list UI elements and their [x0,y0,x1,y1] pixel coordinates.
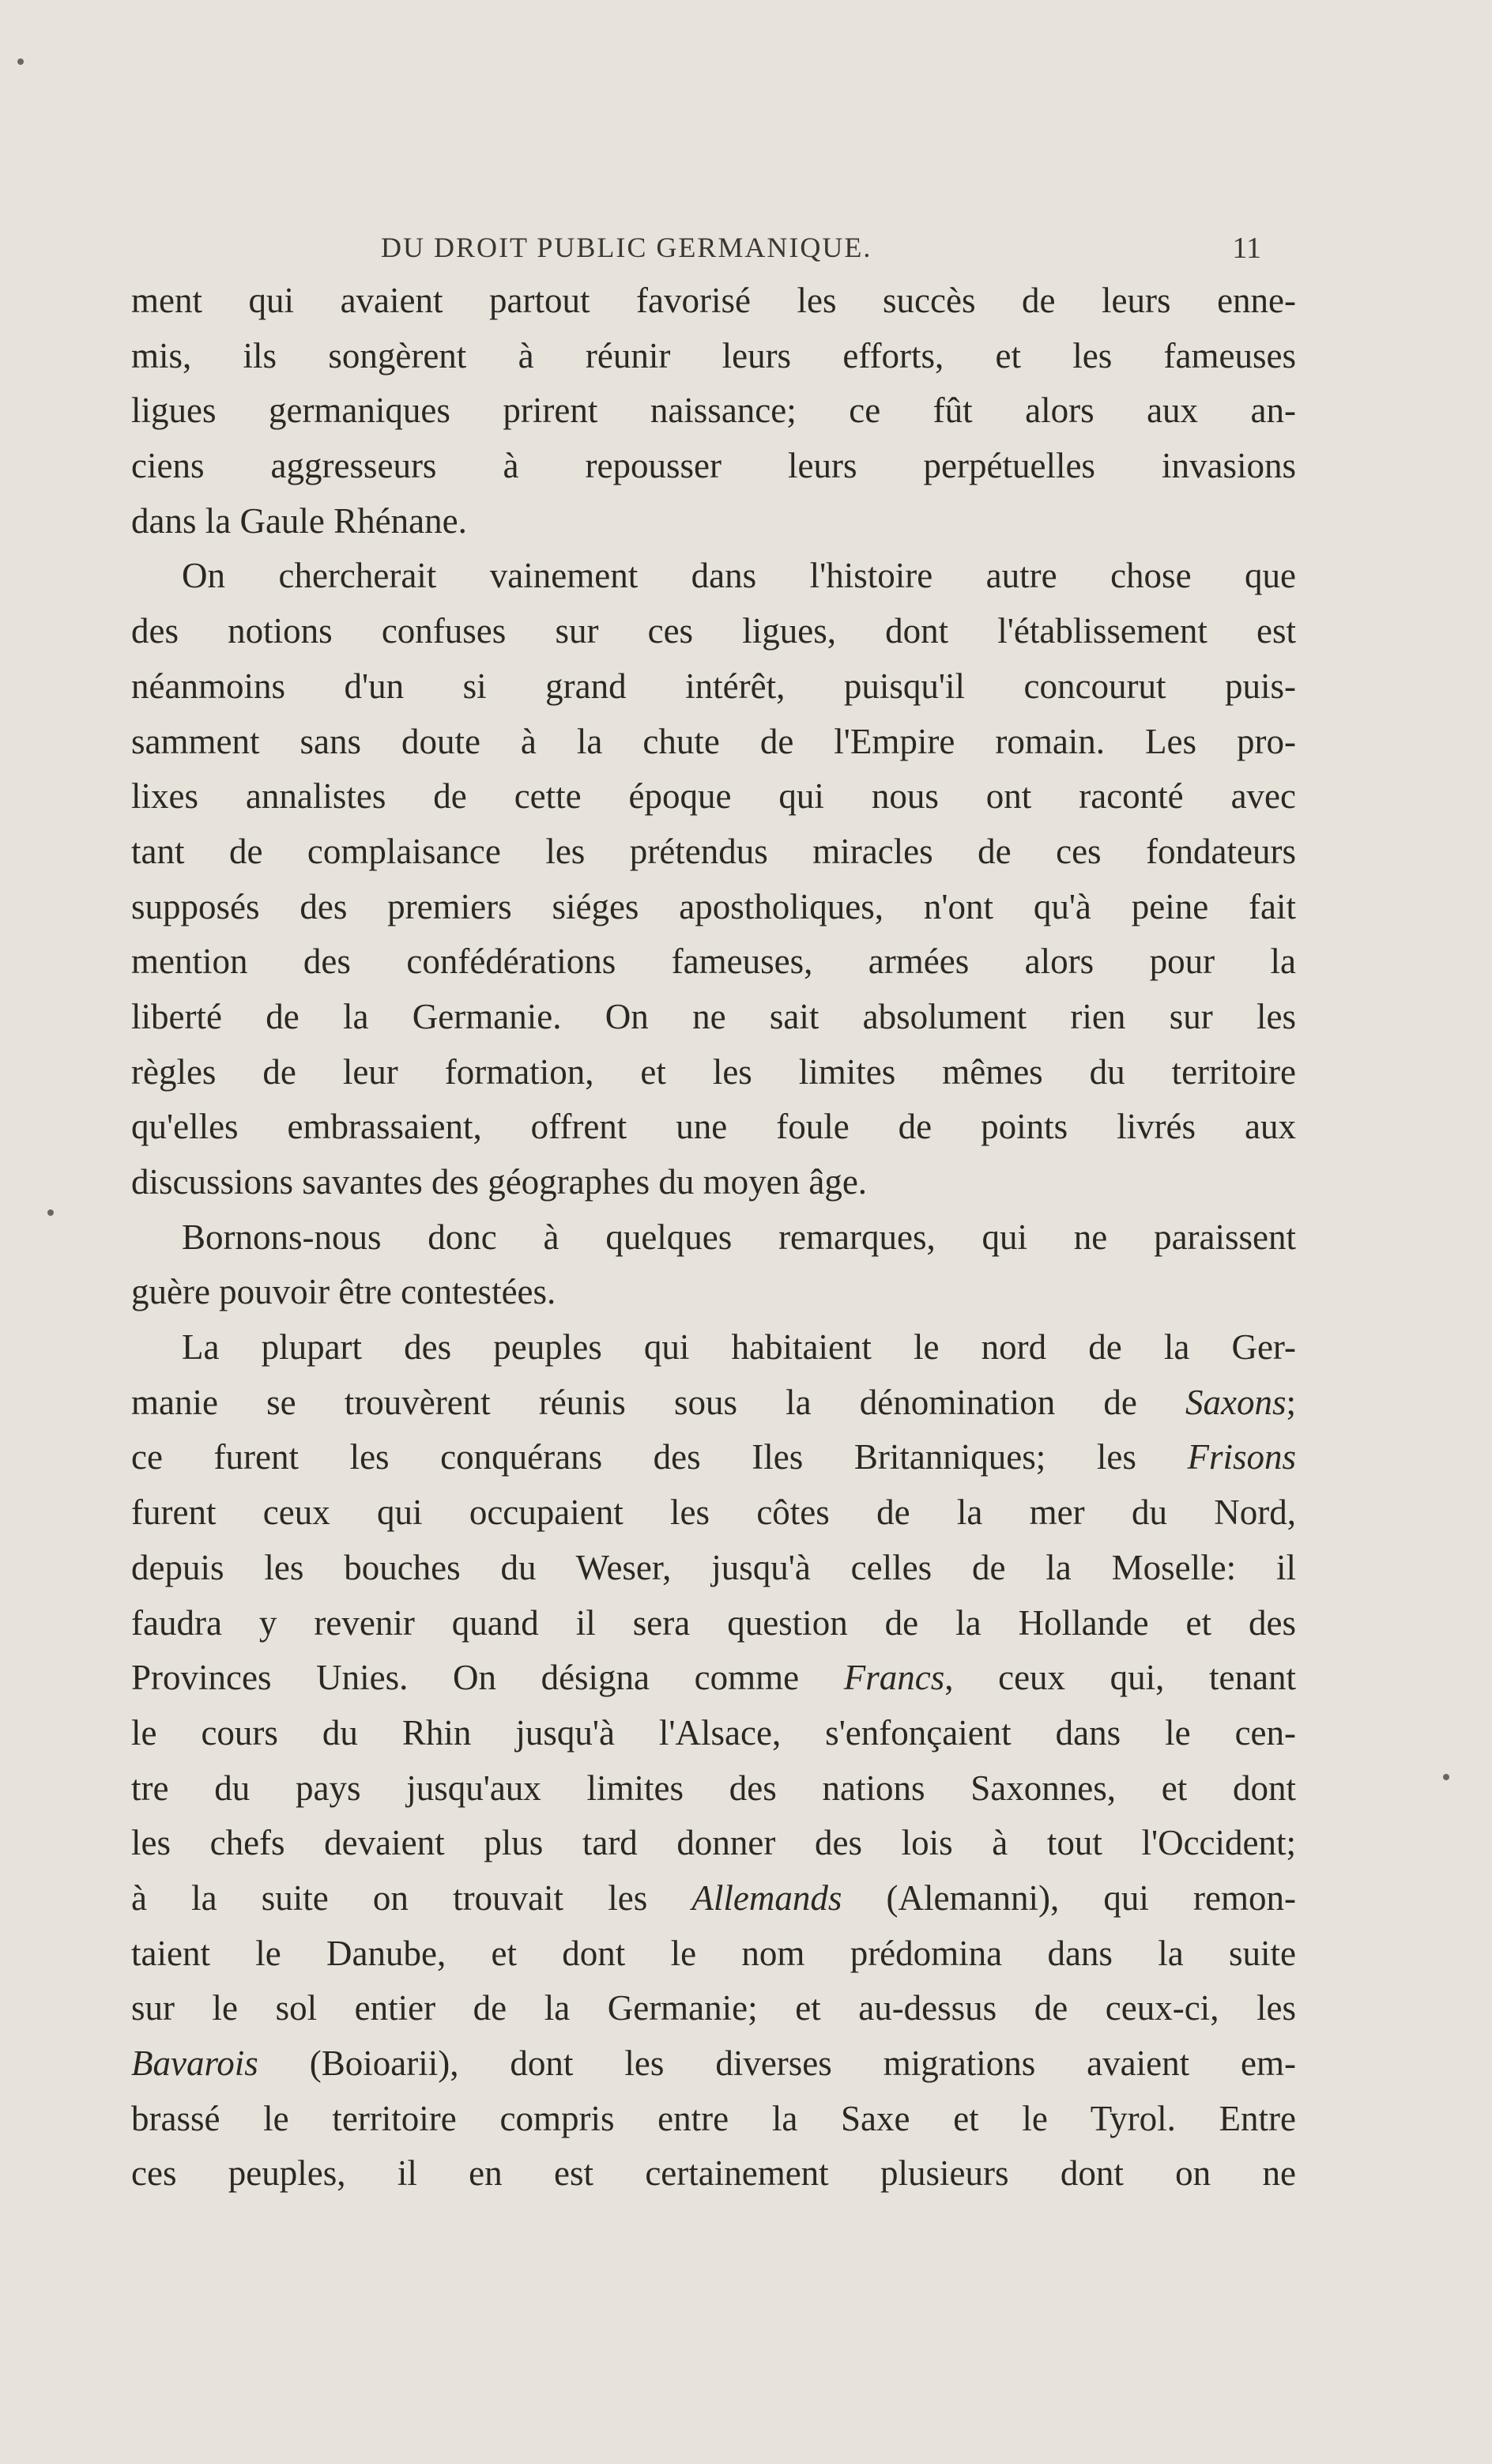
body-text [131,274,1296,2202]
text-line: tre du pays jusqu'aux limites des nations Saxonnes, et dont [131,1768,1296,1808]
text-line: néanmoins d'un si grand intérêt, puisqu'il concourut puis- [131,666,1296,706]
text-line: Provinces Unies. On désigna comme Francs, ceux qui, tenant [131,1658,1296,1698]
text-line: On chercherait vainement dans l'histoire autre chose que [182,556,1296,596]
text-line: discussions savantes des géographes du moyen âge. [131,1162,868,1202]
paper-speck [17,58,24,65]
text-line: tant de complaisance les prétendus miracles de ces fondateurs [131,831,1296,871]
text-line: le cours du Rhin jusqu'à l'Alsace, s'enfonçaient dans le cen- [131,1712,1296,1753]
text-line: samment sans doute à la chute de l'Empire romain. Les pro- [131,721,1296,761]
text-line: mention des confédérations fameuses, armées alors pour la [131,941,1296,982]
running-title: DU DROIT PUBLIC GERMANIQUE. [381,232,872,263]
text-line: depuis les bouches du Weser, jusqu'à celles de la Moselle: il [131,1547,1296,1587]
text-line: des notions confuses sur ces ligues, dont l'établissement est [131,611,1296,651]
text-line: liberté de la Germanie. On ne sait absolument rien sur les [131,996,1296,1036]
text-line: mis, ils songèrent à réunir leurs efforts, et les fameuses [131,335,1296,375]
text-line: Bavarois (Boioarii), dont les diverses migrations avaient em- [131,2043,1296,2083]
page-number: 11 [1232,232,1261,265]
text-line: dans la Gaule Rhénane. [131,500,467,541]
text-line: supposés des premiers siéges apostholiques, n'ont qu'à peine fait [131,886,1296,926]
text-line: à la suite on trouvait les Allemands (Alemanni), qui remon- [131,1877,1296,1918]
text-line: guère pouvoir être contestées. [131,1272,556,1312]
text-line: les chefs devaient plus tard donner des lois à tout l'Occident; [131,1823,1296,1863]
text-line: manie se trouvèrent réunis sous la dénomination de Saxons; [131,1382,1296,1422]
text-line: La plupart des peuples qui habitaient le nord de la Ger- [182,1327,1296,1368]
text-line: règles de leur formation, et les limites mêmes du territoire [131,1051,1296,1092]
text-line: qu'elles embrassaient, offrent une foule de points livrés aux [131,1107,1296,1147]
text-line: sur le sol entier de la Germanie; et au-dessus de ceux-ci, les [131,1988,1296,2028]
text-line: brassé le territoire compris entre la Saxe et le Tyrol. Entre [131,2098,1296,2138]
page-header [131,231,1296,264]
text-line: faudra y revenir quand il sera question de la Hollande et des [131,1602,1296,1643]
text-line: ce furent les conquérans des Iles Britanniques; les Frisons [131,1437,1296,1477]
text-line: ligues germaniques prirent naissance; ce fût alors aux an- [131,391,1296,431]
text-line: Bornons-nous donc à quelques remarques, qui ne paraissent [182,1217,1296,1257]
text-line: ment qui avaient partout favorisé les succès de leurs enne- [131,281,1296,320]
text-line: furent ceux qui occupaient les côtes de la mer du Nord, [131,1492,1296,1533]
text-line: taient le Danube, et dont le nom prédomina dans la suite [131,1933,1296,1973]
paper-speck [47,1209,54,1216]
text-line: ces peuples, il en est certainement plusieurs dont on ne [131,2153,1296,2194]
text-line: lixes annalistes de cette époque qui nous ont raconté avec [131,776,1296,817]
text-line: ciens aggresseurs à repousser leurs perpétuelles invasions [131,446,1296,486]
paper-speck [1443,1774,1449,1780]
